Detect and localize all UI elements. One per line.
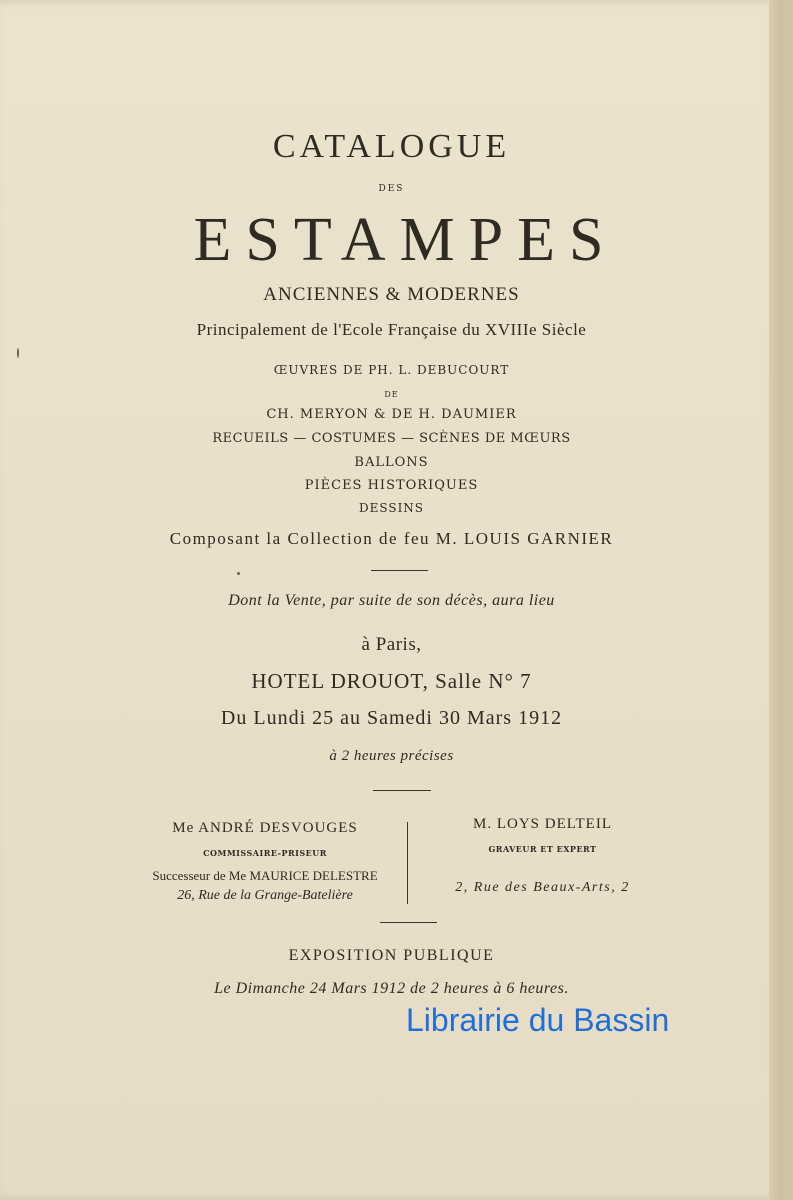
subtitle: ANCIENNES & MODERNES <box>263 284 520 305</box>
title-des: DES <box>378 184 405 194</box>
oeuvres-line: ŒUVRES DE PH. L. DEBUCOURT <box>273 363 510 377</box>
divider-rule <box>373 790 431 791</box>
auctioneer-successor: Successeur de Me MAURICE DELESTRE <box>152 868 378 883</box>
auctioneer-block <box>120 820 410 910</box>
auctioneer-name: Me ANDRÉ DESVOUGES <box>172 820 358 836</box>
paper-speck <box>17 348 19 358</box>
column-divider <box>407 822 408 904</box>
sale-city: à Paris, <box>361 634 422 655</box>
expert-address: 2, Rue des Beaux-Arts, 2 <box>455 880 630 895</box>
paper-speck <box>237 572 240 575</box>
watermark-text: Librairie du Bassin <box>406 1002 670 1038</box>
sale-intro: Dont la Vente, par suite de son décès, aura lieu <box>228 592 555 609</box>
expert-name: M. LOYS DELTEIL <box>472 816 613 832</box>
recueils-line: RECUEILS — COSTUMES — SCÈNES DE MŒURS <box>212 431 571 446</box>
meryon-line: CH. MERYON & DE H. DAUMIER <box>266 407 517 422</box>
sale-venue: HOTEL DROUOT, Salle N° 7 <box>251 669 532 693</box>
title-catalogue: CATALOGUE <box>272 128 511 165</box>
pieces-line: PIÈCES HISTORIQUES <box>304 478 479 493</box>
exhibition-date: Le Dimanche 24 Mars 1912 de 2 heures à 6 heures. <box>214 980 569 997</box>
sale-time: à 2 heures précises <box>329 748 454 764</box>
exhibition-heading: EXPOSITION PUBLIQUE <box>288 947 495 964</box>
divider-rule <box>380 922 437 923</box>
auctioneer-address: 26, Rue de la Grange-Batelière <box>177 888 353 903</box>
expert-block <box>410 816 675 906</box>
de-line: DE <box>384 390 399 399</box>
collection-line: Composant la Collection de feu M. LOUIS GARNIER <box>169 529 614 548</box>
principal-line: Principalement de l'Ecole Française du XVIIIe Siècle <box>196 320 587 339</box>
title-estampes: ESTAMPES <box>193 206 618 274</box>
ballons-line: BALLONS <box>354 455 429 470</box>
sale-dates: Du Lundi 25 au Samedi 30 Mars 1912 <box>220 707 563 729</box>
dessins-line: DESSINS <box>358 501 425 515</box>
expert-role: GRAVEUR ET EXPERT <box>488 844 597 854</box>
auctioneer-role: COMMISSAIRE-PRISEUR <box>203 848 327 858</box>
divider-rule <box>371 570 428 571</box>
